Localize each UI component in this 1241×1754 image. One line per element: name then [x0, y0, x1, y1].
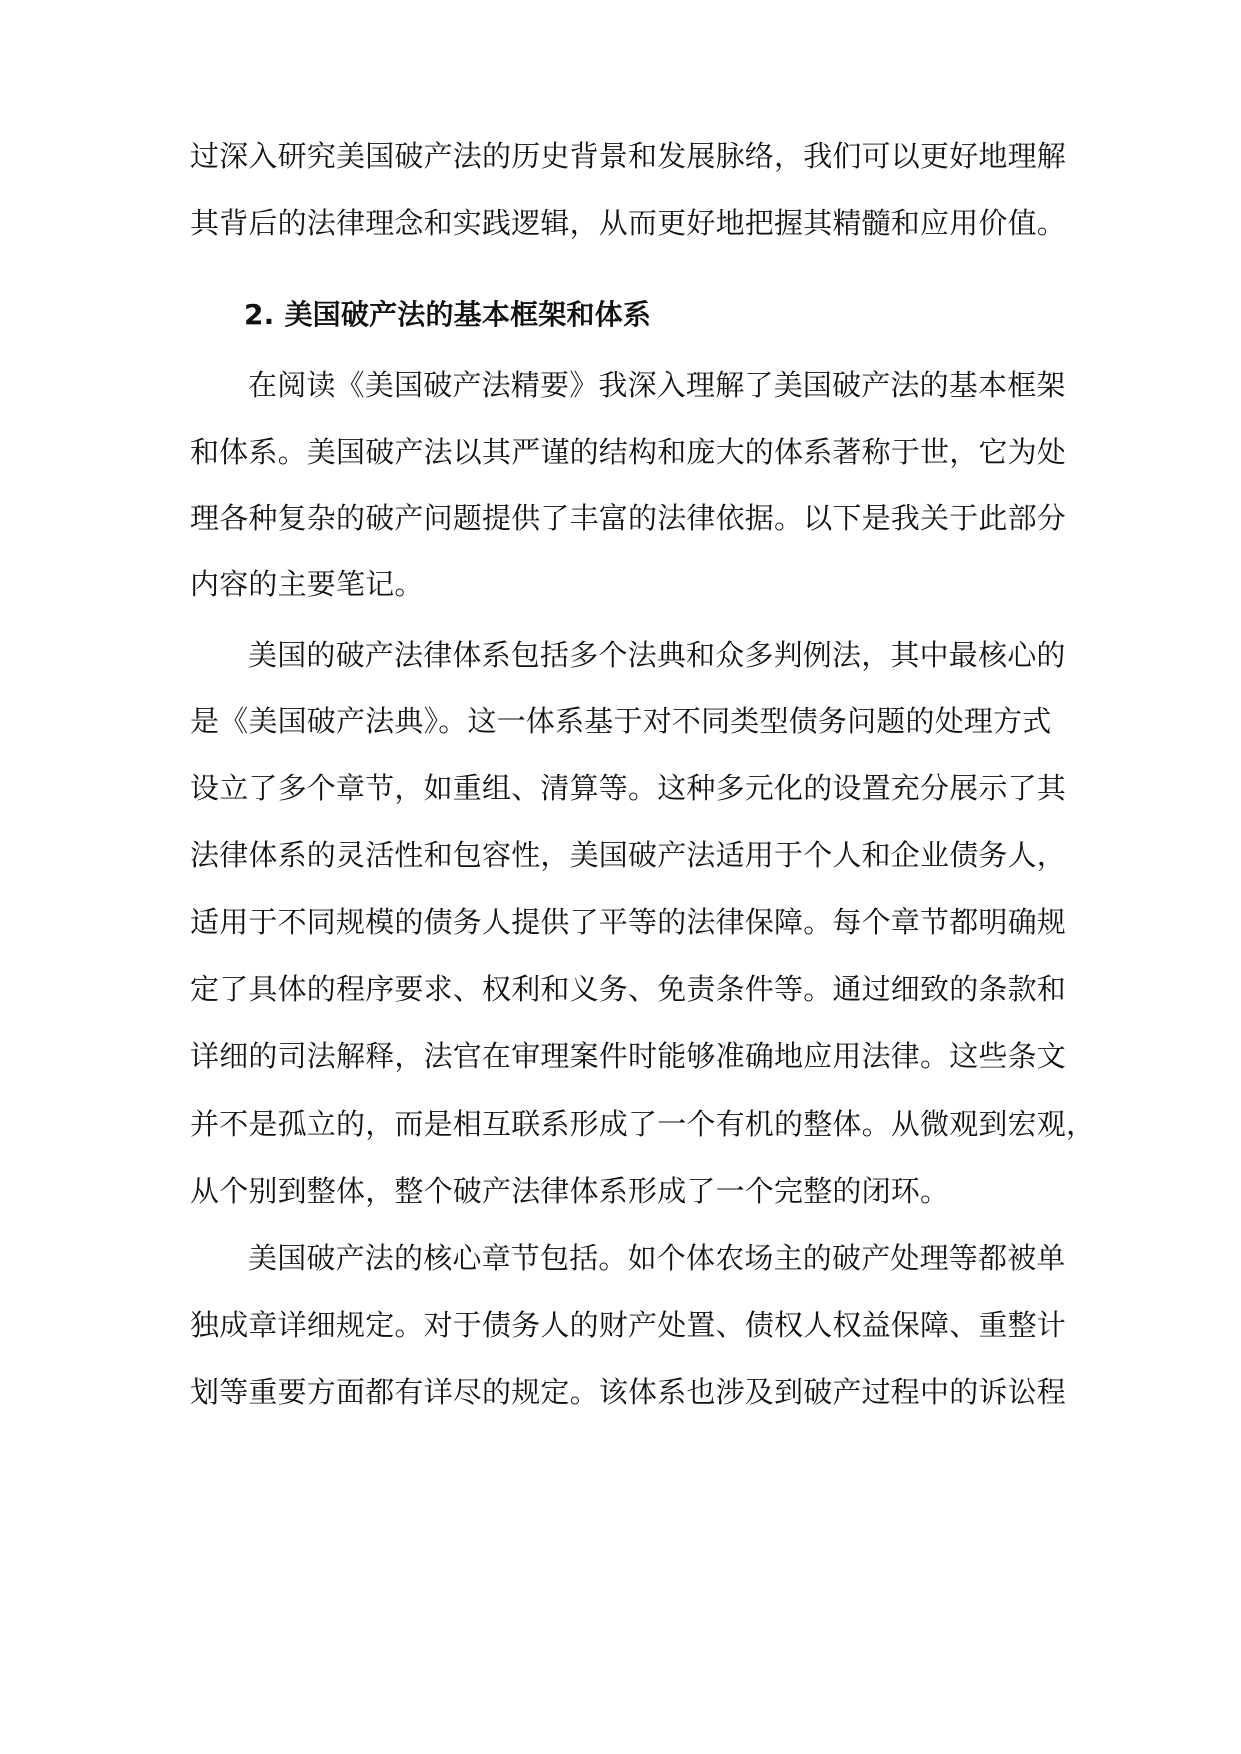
- paragraph-2-line-1: 美国的破产法律体系包括多个法典和众多判例法，其中最核心的: [248, 638, 1066, 672]
- paragraph-3-line-3: 划等重要方面都有详尽的规定。该体系也涉及到破产过程中的诉讼程: [190, 1375, 1067, 1409]
- paragraph-2-line-9: 从个别到整体，整个破产法律体系形成了一个完整的闭环。: [190, 1174, 950, 1208]
- paragraph-1-line-1: 在阅读《美国破产法精要》我深入理解了美国破产法的基本框架: [248, 368, 1066, 402]
- paragraph-2-line-4: 法律体系的灵活性和包容性，美国破产法适用于个人和企业债务人，: [190, 838, 1067, 872]
- paragraph-2-line-2: 是《美国破产法典》。这一体系基于对不同类型债务问题的处理方式: [190, 704, 1052, 738]
- paragraph-1-line-3: 理各种复杂的破产问题提供了丰富的法律依据。以下是我关于此部分: [190, 501, 1067, 535]
- paragraph-2-line-3: 设立了多个章节，如重组、清算等。这种多元化的设置充分展示了其: [190, 771, 1067, 805]
- paragraph-2-line-7: 详细的司法解释，法官在审理案件时能够准确地应用法律。这些条文: [190, 1039, 1067, 1073]
- paragraph-3-line-1: 美国破产法的核心章节包括。如个体农场主的破产处理等都被单: [248, 1241, 1066, 1275]
- paragraph-2-line-8: 并不是孤立的，而是相互联系形成了一个有机的整体。从微观到宏观，: [190, 1107, 1096, 1141]
- paragraph-2-line-5: 适用于不同规模的债务人提供了平等的法律保障。每个章节都明确规: [190, 905, 1067, 939]
- intro-line-2: 其背后的法律理念和实践逻辑，从而更好地把握其精髓和应用价值。: [190, 206, 1067, 240]
- paragraph-1-line-4: 内容的主要笔记。: [190, 567, 424, 601]
- paragraph-1-line-2: 和体系。美国破产法以其严谨的结构和庞大的体系著称于世，它为处: [190, 435, 1067, 469]
- intro-line-1: 过深入研究美国破产法的历史背景和发展脉络，我们可以更好地理解: [190, 139, 1067, 173]
- paragraph-3-line-2: 独成章详细规定。对于债务人的财产处置、债权人权益保障、重整计: [190, 1308, 1067, 1342]
- paragraph-2-line-6: 定了具体的程序要求、权利和义务、免责条件等。通过细致的条款和: [190, 972, 1067, 1006]
- section-heading: 2. 美国破产法的基本框架和体系: [244, 298, 652, 331]
